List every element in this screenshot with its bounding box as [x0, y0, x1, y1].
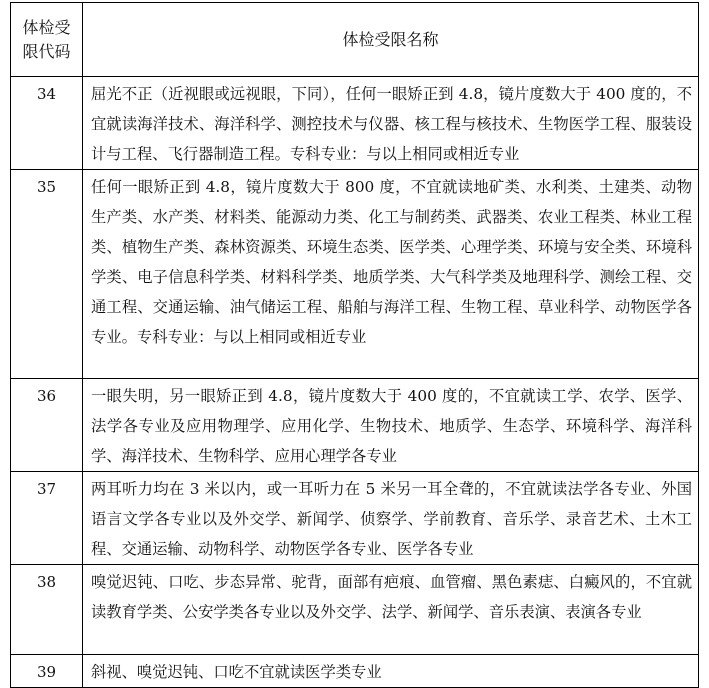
restriction-code: 35: [11, 170, 83, 379]
restriction-code: 38: [11, 565, 83, 655]
restriction-code: 36: [11, 379, 83, 472]
table-row: [11, 379, 699, 472]
header-name: 体检受限名称: [83, 3, 699, 77]
restriction-text: 屈光不正（近视眼或远视眼，下同），任何一眼矫正到 4.8，镜片度数大于 400 度的，不宜就读海洋技术、海洋科学、测控技术与仪器、核工程与核技术、生物医学工程、服装设计与工程、飞行器制造工程。专科专业：与以上相同或相近专业: [83, 77, 699, 170]
header-code: 体检受限代码: [11, 3, 83, 77]
restriction-code: 39: [11, 655, 83, 688]
restriction-text: 斜视、嗅觉迟钝、口吃不宜就读医学类专业: [83, 655, 699, 688]
restriction-text: 任何一眼矫正到 4.8，镜片度数大于 800 度，不宜就读地矿类、水利类、土建类、动物生产类、水产类、材料类、能源动力类、化工与制药类、武器类、农业工程类、林业工程类、植物生产类、森林资源类、环境生态类、医学类、心理学类、环境与安全类、环境科学类、电子信息科学类、材料科学类、地质学类、大气科学类及地理科学、测绘工程、交通工程、交通运输、油气储运工程、船舶与海洋工程、生物工程、草业科学、动物医学各专业。专科专业：与以上相同或相近专业: [83, 170, 699, 379]
restriction-code: 34: [11, 77, 83, 170]
restriction-code: 37: [11, 472, 83, 565]
restriction-table: [10, 2, 699, 688]
table-row: [11, 472, 699, 565]
table-row: [11, 655, 699, 688]
restriction-text: 两耳听力均在 3 米以内，或一耳听力在 5 米另一耳全聋的，不宜就读法学各专业、外国语言文学各专业以及外交学、新闻学、侦察学、学前教育、音乐学、录音艺术、土木工程、交通运输、动物科学、动物医学各专业、医学各专业: [83, 472, 699, 565]
table-header-row: [11, 3, 699, 77]
table-row: [11, 77, 699, 170]
restriction-text: 一眼失明，另一眼矫正到 4.8，镜片度数大于 400 度的，不宜就读工学、农学、医学、法学各专业及应用物理学、应用化学、生物技术、地质学、生态学、环境科学、海洋科学、海洋技术、生物科学、应用心理学各专业: [83, 379, 699, 472]
table-row: [11, 565, 699, 655]
restriction-text: 嗅觉迟钝、口吃、步态异常、驼背，面部有疤痕、血管瘤、黑色素痣、白癜风的，不宜就读教育学类、公安学类各专业以及外交学、法学、新闻学、音乐表演、表演各专业: [83, 565, 699, 655]
table-row: [11, 170, 699, 379]
